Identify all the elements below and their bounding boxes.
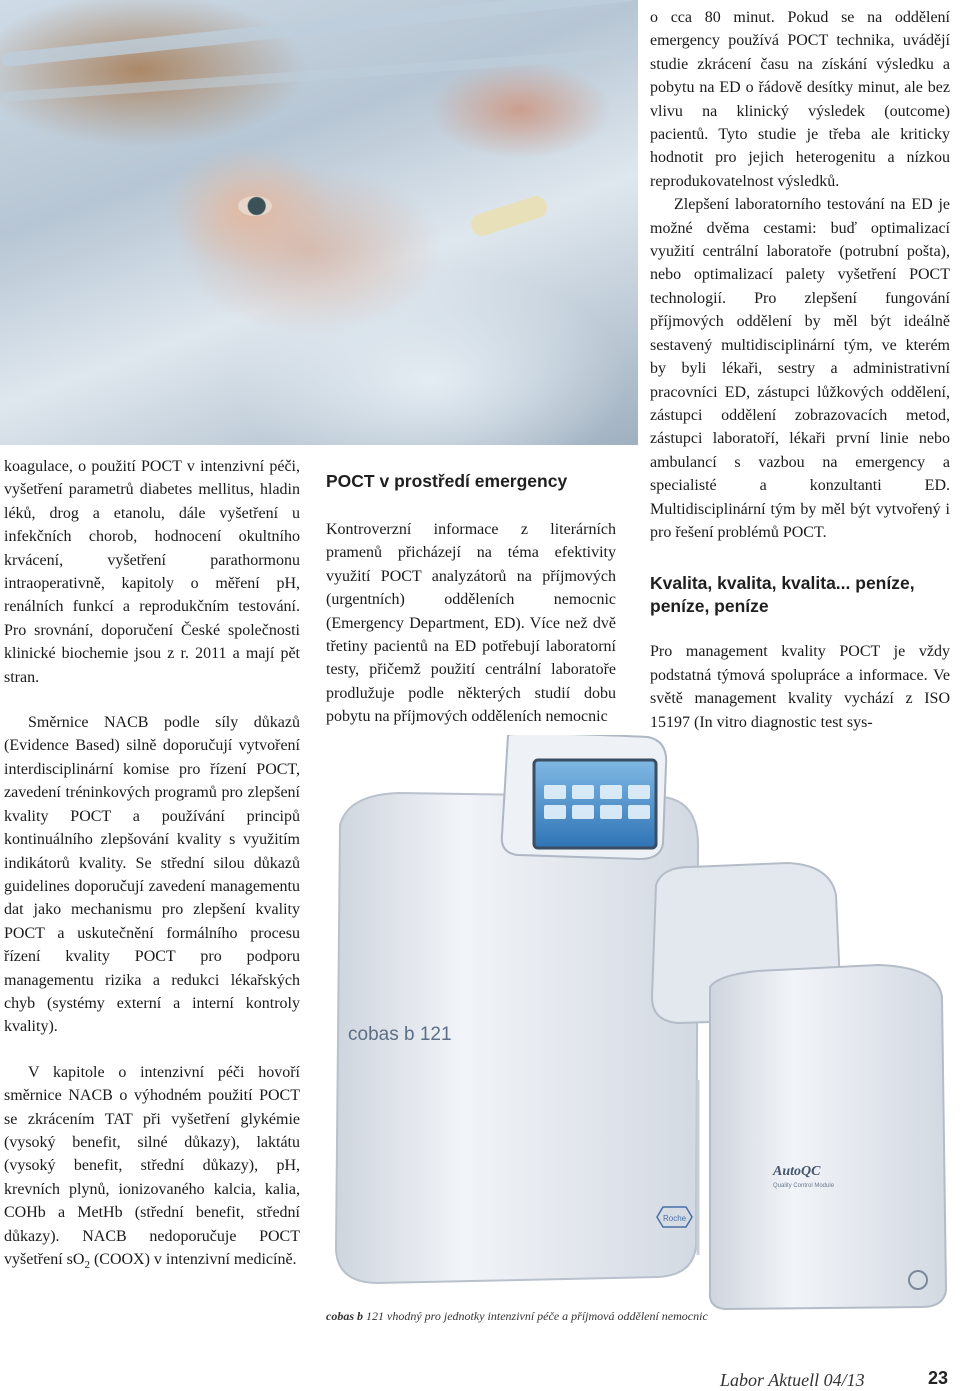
page-number: 23 bbox=[928, 1368, 949, 1388]
journal-footer: Labor Aktuell 04/13 bbox=[720, 1370, 865, 1390]
finger-sensor bbox=[469, 193, 550, 238]
right-paragraph-2: Zlepšení laboratorního testování na ED je možné dvěma cestami: buď optimalizací využití centrální laboratoře (potrubní pošta), nebo optimalizací palety vyšetření POCT technologií. Pro zlepšení fungování příjmových oddělení by měl být ideálně sestavený multidisciplinární tým, ve kterém by byli lékaři, sestry a administrativní pracovníci ED, zástupci lůžkových oddělení, zástupci oddělení zobrazovacích metod, zástupci laboratoří, lékaři první linie nebo ambulancí s vazbou na emergency a specialisté a konzultanti ED. Multidisciplinární tým by měl být vytvořený i pro řešení problémů POCT. bbox=[650, 196, 950, 541]
right-paragraph-1: o cca 80 minut. Pokud se na oddělení emergency používá POCT technika, uvádějí studie zkrácení času na získání výsledku a pobytu na ED o řádově desítky minut, ale bez vlivu na klinický výsledek (outcome) pacientů. Tyto studie je třeba ale kriticky hodnotit pro jejich heterogenitu a nízkou reprodukovatelnost výsledků. bbox=[650, 9, 950, 190]
maker-label: Roche bbox=[663, 1214, 687, 1223]
section-heading-quality: Kvalita, kvalita, kvalita... peníze, peníze, peníze bbox=[650, 573, 915, 617]
module-label: AutoQC bbox=[773, 1164, 821, 1179]
figure-caption: cobas b 121 vhodný pro jednotky intenzivní péče a příjmová oddělení nemocnic bbox=[326, 1309, 708, 1323]
autoqc-module bbox=[710, 965, 946, 1309]
right-paragraph-3: Pro management kvality POCT je vždy podstatná týmová spolupráce a informace. Ve světě management kvality vychází z ISO 15197 (In vitro diagnostic test sys- bbox=[650, 643, 950, 731]
section-heading-emergency: POCT v prostředí emergency bbox=[326, 471, 568, 491]
middle-paragraph-1: Kontroverzní informace z literárních pramenů přicházejí na téma efektivity využití POCT analyzátorů na příjmových (urgentních) odděleních nemocnic (Emergency Department, ED). Více než dvě třetiny pacientů na ED potřebují laboratorní testy, přičemž použití centrální laboratoře prodlužuje podle některých studií dobu pobytu na příjmových odděleních nemocnic bbox=[326, 521, 616, 726]
left-paragraph-2: Směrnice NACB podle síly důkazů (Evidence Based) silně doporučují vytvoření interdisciplinární komise pro řízení POCT, zavedení tréninkových programů pro zlepšení kvality POCT a používání principů kontinuálního zlepšování kvality s využitím indikátorů kvality. Se střední silou důkazů guidelines doporučují zavedení managementu dat jako mechanismu pro zlepšení kvality POCT a uskutečnění formálního procesu řízení kvality POCT pro podporu managementu rizika a redukci lékařských chyb (systémy externí a interní kontroly kvality). bbox=[4, 714, 300, 1036]
right-column bbox=[650, 6, 950, 734]
analyzer-photo bbox=[318, 735, 950, 1310]
left-paragraph-1: koagulace, o použití POCT v intenzivní péči, vyšetření parametrů diabetes mellitus, hladin léků, drog a etanolu, dále vyšetření u infekčních chorob, hodnocení okultního krvácení, vyšetření parathormonu intraoperativně, kapitoly o měření pH, renálních funkcí a reprodukčním testování. Pro srovnání, doporučení České společnosti klinické biochemie jsou z r. 2011 a mají pět stran. bbox=[4, 458, 300, 686]
patient-photo bbox=[0, 0, 638, 445]
touch-screen bbox=[534, 760, 656, 848]
left-paragraph-3: V kapitole o intenzivní péči hovoří směrnice NACB o výhodném použití POCT se zkrácením TAT při vyšetření glykémie (vysoký benefit, silné důkazy), laktátu (vysoký benefit, střední důkazy), pH, krevních plynů, ionizovaného kalcia, kalia, COHb a MetHb (střední benefit, střední důkazy). NACB nedoporučuje POCT vyšetření $sO_2$ (COOX) v intenzivní medicíně. bbox=[4, 1063, 300, 1272]
left-column bbox=[4, 455, 300, 1278]
patient-eye bbox=[238, 196, 272, 216]
module-sublabel: Quality Control Module bbox=[773, 1183, 835, 1189]
middle-column bbox=[326, 470, 616, 729]
brand-label: cobas b 121 bbox=[348, 1024, 452, 1045]
